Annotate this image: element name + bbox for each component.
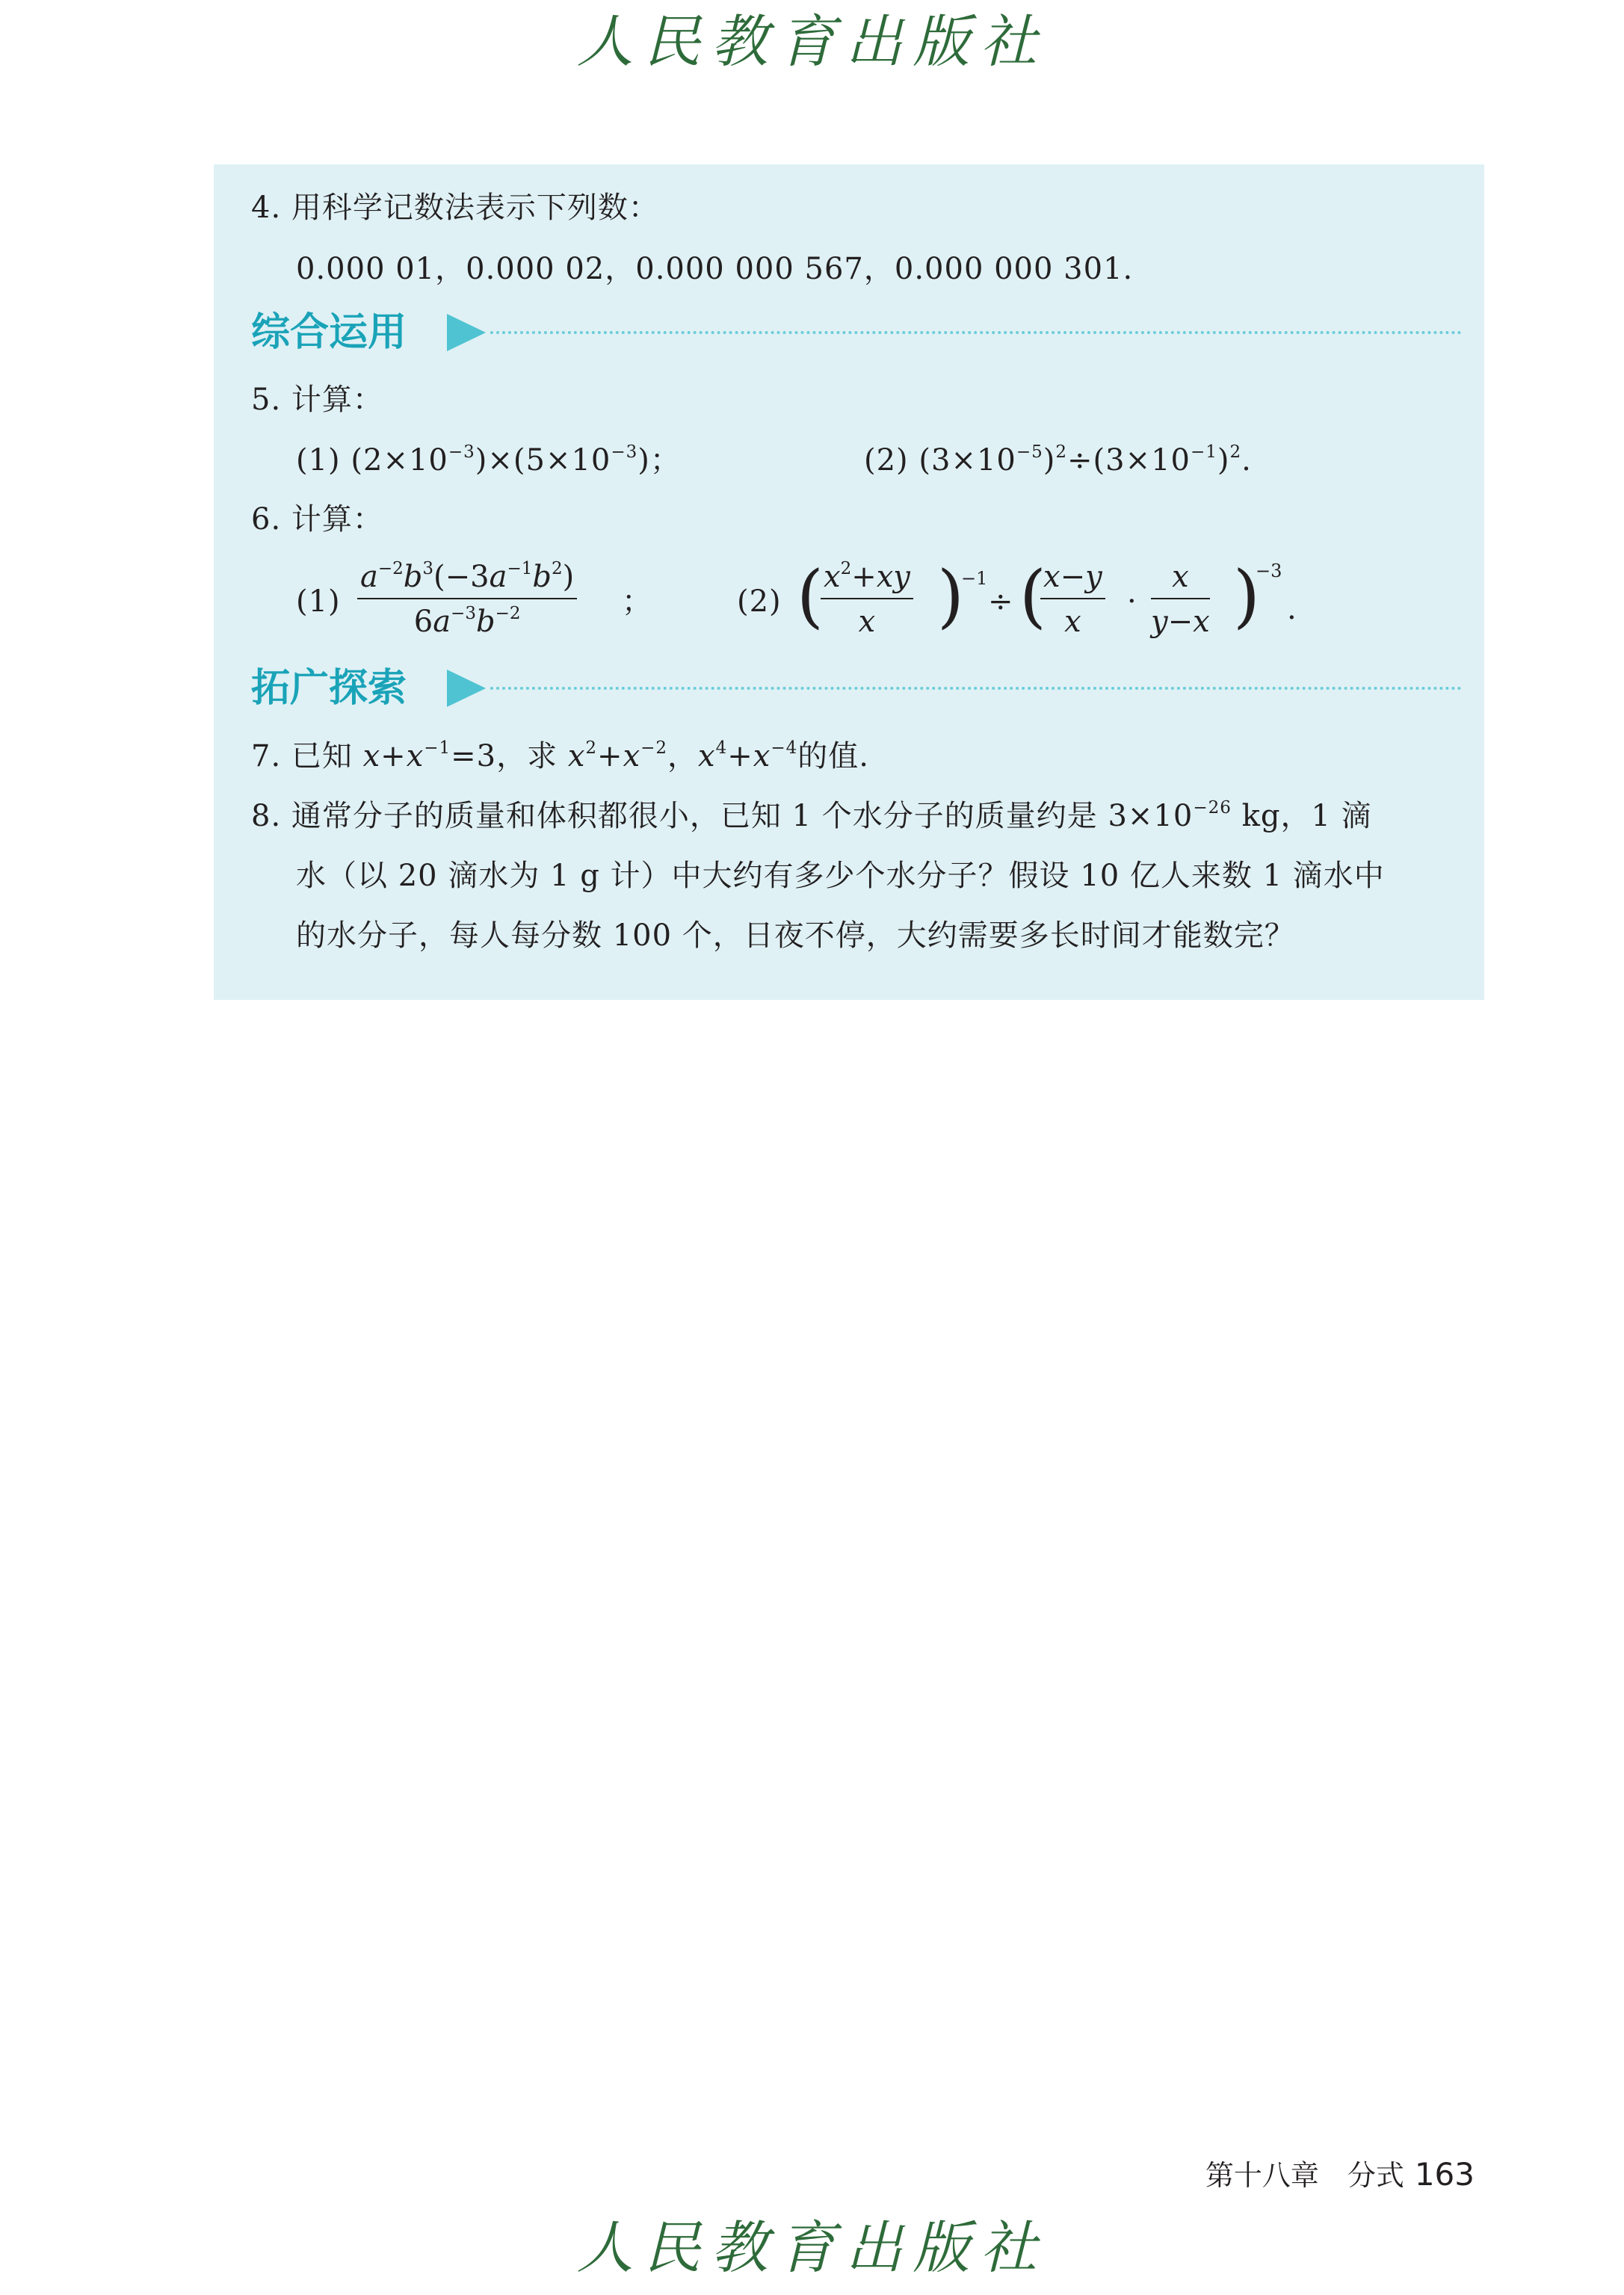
page-number: 163: [1414, 2156, 1475, 2193]
q6-part2-dot: ·: [1127, 584, 1137, 619]
q6-part2-rparen1: ): [937, 556, 964, 636]
q6-part2-exp1: −1: [961, 568, 988, 589]
q6-stem: 6. 计算：: [251, 502, 383, 537]
q6-part2-fraction3: x y−x: [1151, 560, 1210, 639]
section-title: 综合运用: [251, 310, 407, 355]
q6-part2-fraction1: $x^2+xy$ x: [821, 562, 913, 637]
section-title: 拓广探索: [251, 666, 407, 711]
q6-part2-lparen2: (: [1019, 556, 1046, 636]
q5-part2: [864, 442, 1252, 478]
triangle-arrow-icon: [447, 670, 486, 707]
q8-exponent: −26: [1193, 798, 1232, 818]
publisher-logo-top: 人民教育出版社: [576, 8, 1048, 75]
q5-stem: 5. 计算：: [251, 383, 383, 417]
q6-part1-label: (1): [296, 584, 341, 619]
q6-part2-lparen1: (: [797, 556, 824, 636]
q5-part2-expr: $(3\times 10^{-5})^2\div(3\times 10^{-1})^2$.: [918, 442, 1252, 478]
q8-line1-text: 8. 通常分子的质量和体积都很小，已知 1 个水分子的质量约是 3×10: [251, 799, 1194, 833]
q5-part1: [296, 442, 681, 478]
q8-line1-end: kg，1 滴: [1231, 799, 1372, 833]
q5-part2-label: (2): [864, 443, 909, 478]
q6-part2-label: (2): [737, 584, 782, 619]
q7-text: 7. 已知 $x+x^{-1}=3$，求 $x^2+x^{-2}$，$x^4+x^{-4}$的值.: [251, 738, 869, 773]
q8-line2: 水（以 20 滴水为 1 g 计）中大约有多少个水分子？假设 10 亿人来数 1 滴水中: [296, 859, 1385, 893]
triangle-arrow-icon: [447, 314, 486, 351]
q6-part1-fraction: $a^{-2}b^3(-3a^{-1}b^2)$ $6a^{-3}b^{-2}$: [357, 562, 577, 637]
q7-label: 7.: [251, 739, 282, 773]
q4-stem: 4. 用科学记数法表示下列数：: [251, 191, 659, 225]
dotted-rule: [490, 687, 1462, 690]
q6-part2-rparen2: ): [1233, 556, 1260, 636]
chapter-label: 第十八章 分式: [1205, 2159, 1404, 2192]
q5-part1-label: (1): [296, 443, 341, 478]
q4-numbers: 0.000 01，0.000 02，0.000 000 567，0.000 000 301.: [296, 252, 1134, 286]
dotted-rule: [490, 331, 1462, 334]
q6-part2-exp2: −3: [1256, 560, 1282, 581]
publisher-logo-bottom: 人民教育出版社: [576, 2214, 1048, 2281]
q6-part1-semicolon: ；: [622, 584, 652, 619]
q8-line1: [251, 798, 1372, 833]
q5-part1-expr: $(2\times 10^{-3})\times(5\times 10^{-3})$；: [351, 442, 681, 478]
q8-line3: 的水分子，每人每分数 100 个，日夜不停，大约需要多长时间才能数完？: [296, 918, 1295, 953]
q6-part2-fraction2: x−y x: [1040, 562, 1105, 637]
page-footer: [1205, 2152, 1475, 2193]
q6-part2-period: .: [1287, 592, 1297, 626]
q6-part2-divide: ÷: [988, 584, 1014, 619]
